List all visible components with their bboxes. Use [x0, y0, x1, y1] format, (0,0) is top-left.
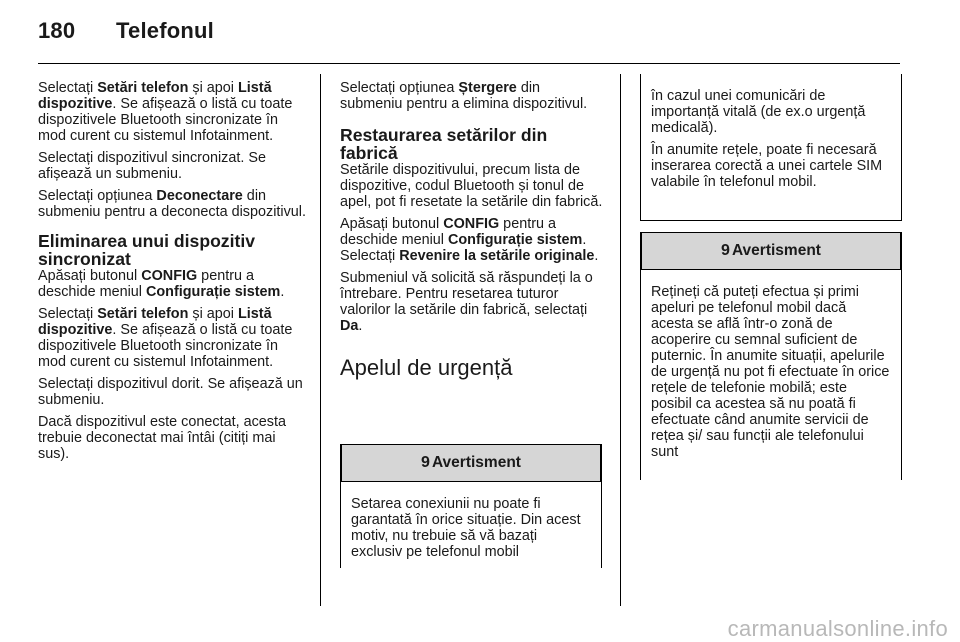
paragraph: În anumite rețele, poate fi necesară inserarea corectă a unei cartele SIM valabile în telefonul mobil.: [651, 142, 883, 190]
column-1: [38, 80, 306, 468]
paragraph: Setările dispozitivului, precum lista de dispozitive, codul Bluetooth și tonul de apel, pot fi resetate la setările din fabrică.: [340, 162, 603, 210]
warning-box-continued: [640, 74, 902, 221]
warning-box: [640, 232, 902, 480]
paragraph: Selectați dispozitivul sincronizat. Se afișează un submeniu.: [38, 150, 266, 182]
section-heading: Eliminarea unui dispozitiv sincronizat: [38, 231, 256, 269]
section-heading: Restaurarea setărilor din fabrică: [340, 125, 548, 163]
page-header: [38, 18, 214, 44]
warning-text: Setarea conexiunii nu poate fi garantată în orice situație. Din acest motiv, nu trebuie să vă bazați exclusiv pe telefonul mobil: [351, 496, 581, 560]
paragraph: Selectați dispozitivul dorit. Se afișează un submeniu.: [38, 376, 303, 408]
paragraph: Selectați Setări telefon și apoi Listă dispozitive. Se afișează o listă cu toate dispozitivele Bluetooth sincronizate în mod curent cu sistemul Infotainment.: [38, 80, 293, 144]
paragraph: Submeniul vă solicită să răspundeți la o întrebare. Pentru resetarea tuturor valorilor la setările din fabrică, selectați Da.: [340, 270, 593, 334]
header-rule: [38, 63, 900, 64]
page-title: Telefonul: [116, 18, 214, 43]
warning-header: 9 Avertisment: [341, 444, 601, 482]
warning-triangle-icon: 9: [421, 454, 430, 471]
paragraph: Dacă dispozitivul este conectat, acesta trebuie deconectat mai întâi (citiți mai sus).: [38, 414, 286, 462]
warning-header: 9 Avertisment: [641, 232, 901, 270]
warning-triangle-icon: 9: [721, 242, 730, 259]
paragraph: Selectați Setări telefon și apoi Listă dispozitive. Se afișează o listă cu toate dispozitivele Bluetooth sincronizate în mod curent cu sistemul Infotainment.: [38, 306, 293, 370]
column-divider-2: [620, 74, 621, 606]
paragraph: Apăsați butonul CONFIG pentru a deschide meniul Configurație sistem. Selectați Revenire la setările originale.: [340, 216, 599, 264]
paragraph: în cazul unei comunicări de importanță vitală (de ex.o urgență medicală).: [651, 88, 866, 136]
watermark: carmanualsonline.info: [727, 616, 948, 641]
chapter-heading: Apelul de urgență: [340, 355, 513, 380]
column-divider-1: [320, 74, 321, 606]
page-number: 180: [38, 18, 76, 43]
paragraph: Selectați opțiunea Ștergere din submeniu pentru a elimina dispozitivul.: [340, 80, 588, 112]
warning-box: [340, 444, 602, 568]
paragraph: Apăsați butonul CONFIG pentru a deschide meniul Configurație sistem.: [38, 268, 285, 300]
warning-text: Rețineți că puteți efectua și primi apeluri pe telefonul mobil dacă acesta se află într-o zonă de acoperire cu semnal suficient de puternic. În anumite situații, apelurile de urgență nu pot fi efectuate în orice rețele de telefonie mobilă; este posibil ca acestea să nu poată fi efectuate când anumite servicii de rețea și/ sau funcții ale telefonului sunt: [651, 284, 890, 460]
column-2: [340, 80, 604, 394]
paragraph: Selectați opțiunea Deconectare din submeniu pentru a deconecta dispozitivul.: [38, 188, 306, 220]
